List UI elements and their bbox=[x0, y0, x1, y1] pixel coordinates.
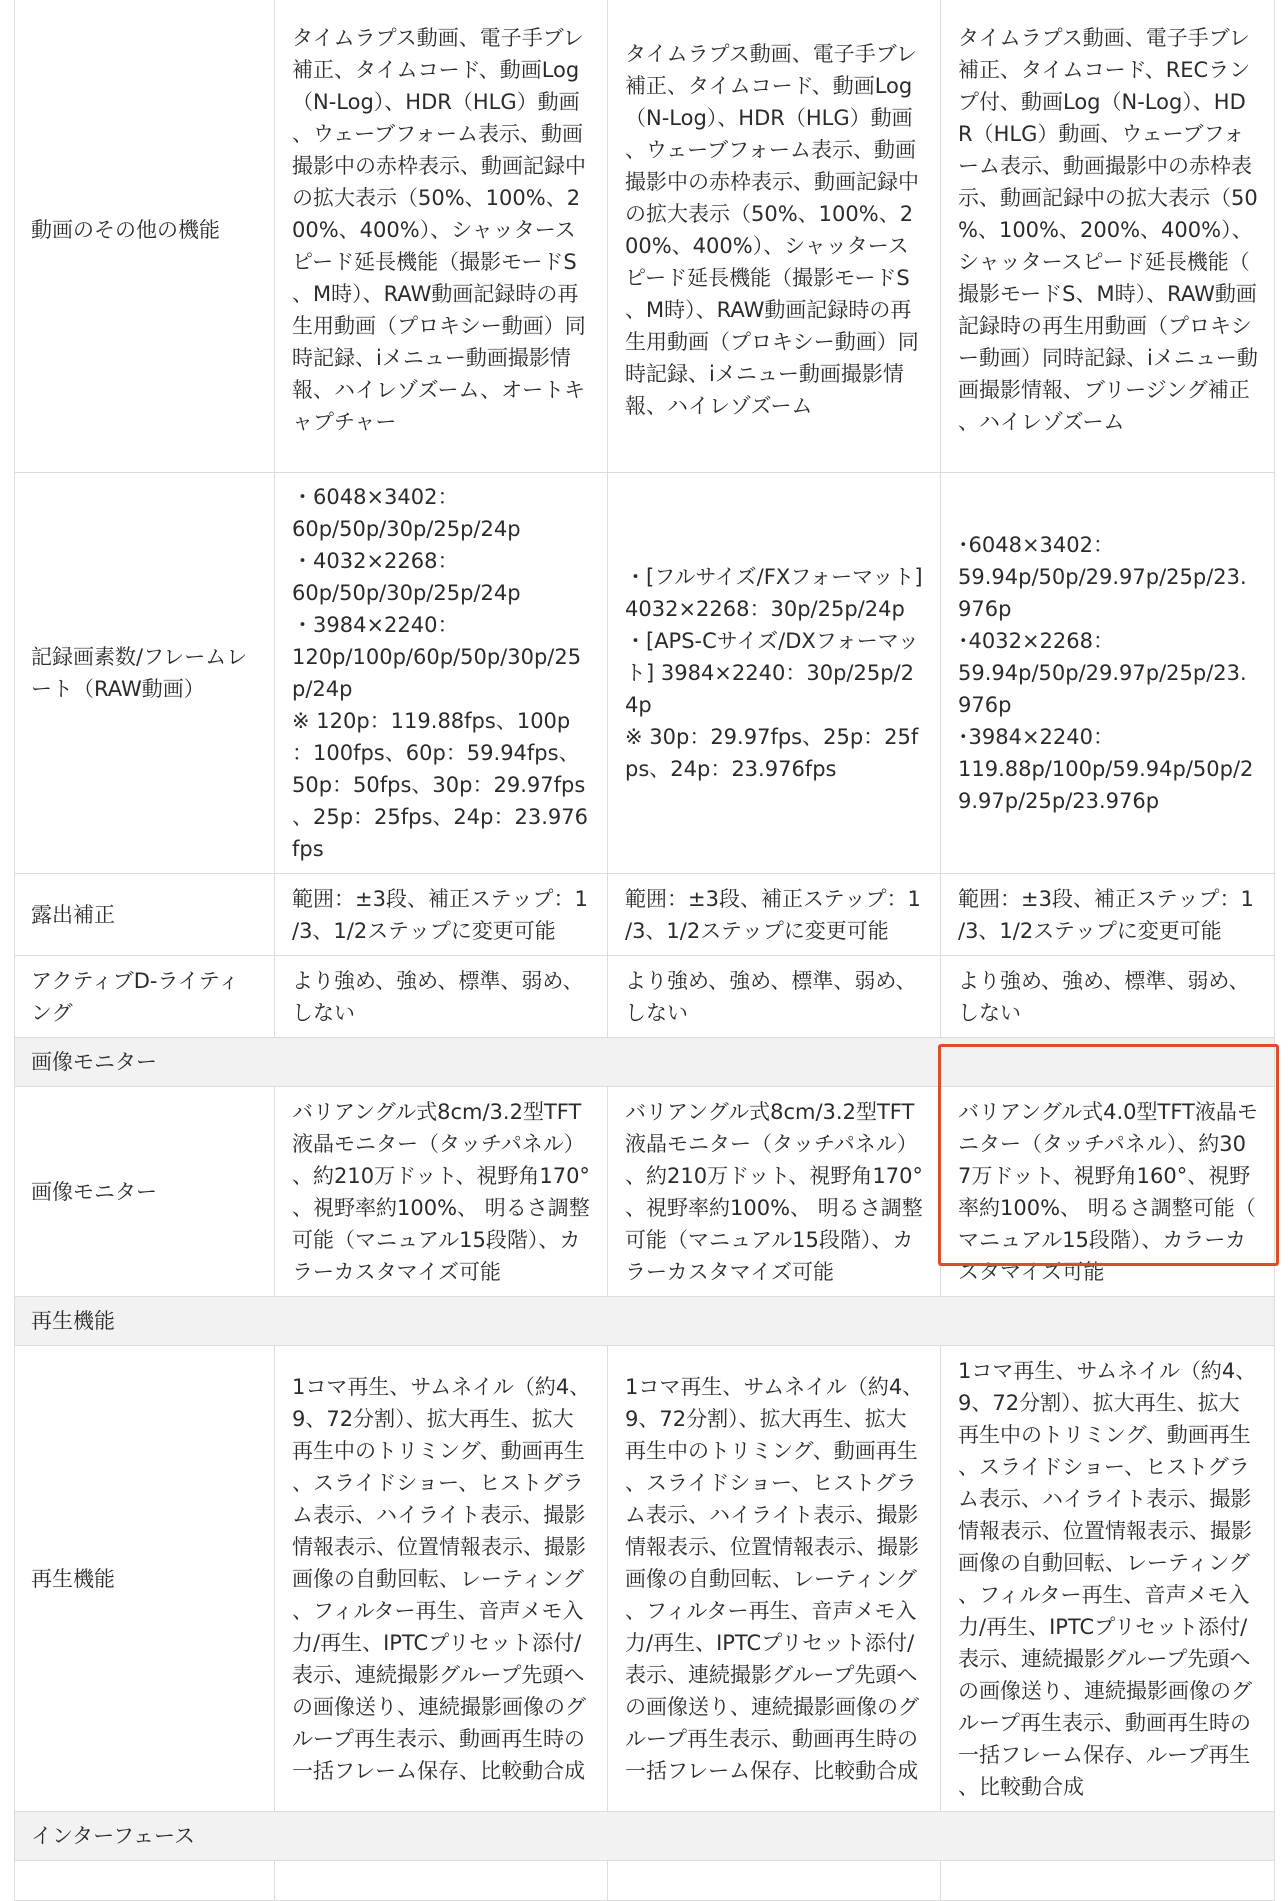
spec-cell: タイムラプス動画、電子手ブレ補正、タイムコード、動画Log（N-Log）、HDR（HLG）動画、ウェーブフォーム表示、動画撮影中の赤枠表示、動画記録中の拡大表示（50%、100%、200%、400%）、シャッタースピード延長機能（撮影モードS、M時）、RAW動画記録時の再生用動画（プロキシー動画）同時記録、iメニュー動画撮影情報、ハイレゾズーム、オートキャプチャー bbox=[275, 0, 608, 473]
spec-cell: ･6048×3402： 59.94p/50p/29.97p/25p/23.976p ･4032×2268： 59.94p/50p/29.97p/25p/23.976p ･3984×2240： 119.88p/100p/59.94p/50p/29.97p/25p/23.976p bbox=[941, 473, 1275, 874]
row-label: 画像モニター bbox=[15, 1087, 275, 1297]
row-label: 動画のその他の機能 bbox=[15, 0, 275, 473]
spec-cell: 1コマ再生、サムネイル（約4、9、72分割）、拡大再生、拡大再生中のトリミング、動画再生、スライドショー、ヒストグラム表示、ハイライト表示、撮影情報表示、位置情報表示、撮影画像の自動回転、レーティング、フィルター再生、音声メモ入力/再生、IPTCプリセット添付/表示、連続撮影グループ先頭への画像送り、連続撮影画像のグループ再生表示、動画再生時の一括フレーム保存、ループ再生、比較動合成 bbox=[941, 1346, 1275, 1812]
row-label: アクティブD-ライティング bbox=[15, 956, 275, 1038]
section-title: 再生機能 bbox=[15, 1297, 1275, 1346]
spec-cell: ・6048×3402： 60p/50p/30p/25p/24p ・4032×2268： 60p/50p/30p/25p/24p ・3984×2240： 120p/100p/60p/50p/30p/25p/24p ※ 120p：119.88fps、100p：100fps、60p：59.94fps、50p：50fps、30p：29.97fps、25p：25fps、24p：23.976fps bbox=[275, 473, 608, 874]
spec-cell: タイムラプス動画、電子手ブレ補正、タイムコード、RECランプ付、動画Log（N-Log）、HDR（HLG）動画、ウェーブフォーム表示、動画撮影中の赤枠表示、動画記録中の拡大表示（50%、100%、200%、400%）、シャッタースピード延長機能（撮影モードS、M時）、RAW動画記録時の再生用動画（プロキシー動画）同時記録、iメニュー動画撮影情報、ブリージング補正、ハイレゾズーム bbox=[941, 0, 1275, 473]
section-title: インターフェース bbox=[15, 1812, 1275, 1861]
table-row bbox=[15, 874, 1275, 956]
spec-cell bbox=[608, 1861, 941, 1901]
section-header-interface bbox=[15, 1812, 1275, 1861]
spec-cell: バリアングル式8cm/3.2型TFT液晶モニター（タッチパネル）、約210万ドット、視野角170°、視野率約100%、 明るさ調整可能（マニュアル15段階）、カラーカスタマイズ可能 bbox=[275, 1087, 608, 1297]
spec-cell: 範囲：±3段、補正ステップ：1/3、1/2ステップに変更可能 bbox=[608, 874, 941, 956]
table-row bbox=[15, 1087, 1275, 1297]
table-row bbox=[15, 473, 1275, 874]
spec-cell: より強め、強め、標準、弱め、しない bbox=[941, 956, 1275, 1038]
section-header-monitor bbox=[15, 1038, 1275, 1087]
table-row bbox=[15, 1861, 1275, 1901]
highlighted-spec-cell: バリアングル式4.0型TFT液晶モニター（タッチパネル）、約307万ドット、視野角160°、視野率約100%、 明るさ調整可能（マニュアル15段階）、カラーカスタマイズ可能 bbox=[941, 1087, 1275, 1297]
spec-cell bbox=[941, 1861, 1275, 1901]
spec-cell: 1コマ再生、サムネイル（約4、9、72分割）、拡大再生、拡大再生中のトリミング、動画再生、スライドショー、ヒストグラム表示、ハイライト表示、撮影情報表示、位置情報表示、撮影画像の自動回転、レーティング、フィルター再生、音声メモ入力/再生、IPTCプリセット添付/表示、連続撮影グループ先頭への画像送り、連続撮影画像のグループ再生表示、動画再生時の一括フレーム保存、比較動合成 bbox=[608, 1346, 941, 1812]
table-row bbox=[15, 956, 1275, 1038]
section-header-playback bbox=[15, 1297, 1275, 1346]
section-title: 画像モニター bbox=[15, 1038, 1275, 1087]
row-label: 記録画素数/フレームレート（RAW動画） bbox=[15, 473, 275, 874]
spec-cell: 1コマ再生、サムネイル（約4、9、72分割）、拡大再生、拡大再生中のトリミング、動画再生、スライドショー、ヒストグラム表示、ハイライト表示、撮影情報表示、位置情報表示、撮影画像の自動回転、レーティング、フィルター再生、音声メモ入力/再生、IPTCプリセット添付/表示、連続撮影グループ先頭への画像送り、連続撮影画像のグループ再生表示、動画再生時の一括フレーム保存、比較動合成 bbox=[275, 1346, 608, 1812]
row-label: 再生機能 bbox=[15, 1346, 275, 1812]
spec-cell: より強め、強め、標準、弱め、しない bbox=[275, 956, 608, 1038]
spec-cell: タイムラプス動画、電子手ブレ補正、タイムコード、動画Log（N-Log）、HDR（HLG）動画、ウェーブフォーム表示、動画撮影中の赤枠表示、動画記録中の拡大表示（50%、100%、200%、400%）、シャッタースピード延長機能（撮影モードS、M時）、RAW動画記録時の再生用動画（プロキシー動画）同時記録、iメニュー動画撮影情報、ハイレゾズーム bbox=[608, 0, 941, 473]
spec-cell: より強め、強め、標準、弱め、しない bbox=[608, 956, 941, 1038]
row-label: 露出補正 bbox=[15, 874, 275, 956]
spec-cell: 範囲：±3段、補正ステップ：1/3、1/2ステップに変更可能 bbox=[275, 874, 608, 956]
spec-cell: ・[フルサイズ/FXフォーマット] 4032×2268：30p/25p/24p ・[APS-Cサイズ/DXフォーマット] 3984×2240：30p/25p/24p ※ 30p：29.97fps、25p：25fps、24p：23.976fps bbox=[608, 473, 941, 874]
spec-cell bbox=[275, 1861, 608, 1901]
spec-cell: 範囲：±3段、補正ステップ：1/3、1/2ステップに変更可能 bbox=[941, 874, 1275, 956]
table-row bbox=[15, 1346, 1275, 1812]
row-label bbox=[15, 1861, 275, 1901]
spec-cell: バリアングル式8cm/3.2型TFT液晶モニター（タッチパネル）、約210万ドット、視野角170°、視野率約100%、 明るさ調整可能（マニュアル15段階）、カラーカスタマイズ可能 bbox=[608, 1087, 941, 1297]
table-row bbox=[15, 0, 1275, 473]
spec-comparison-table bbox=[14, 0, 1275, 1901]
